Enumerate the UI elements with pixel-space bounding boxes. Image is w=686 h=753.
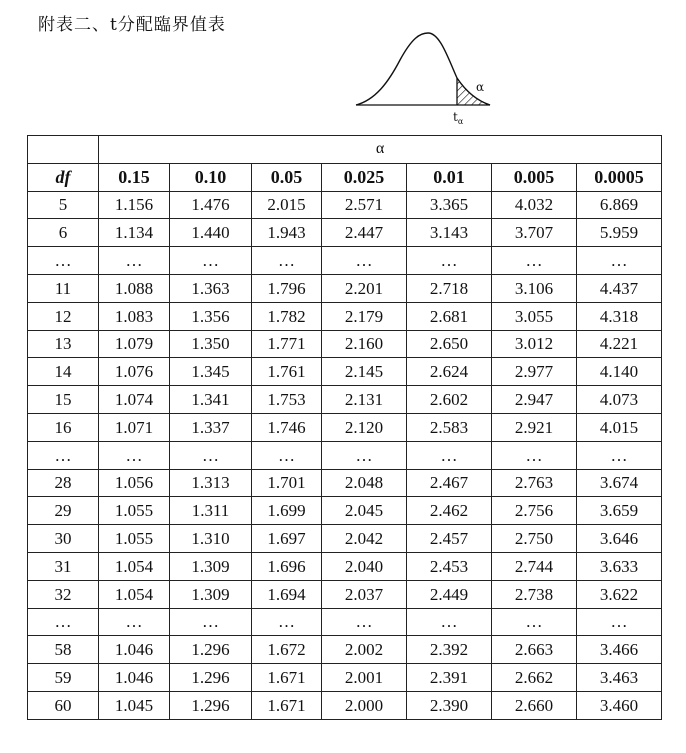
critical-value-cell: 2.145 bbox=[322, 358, 407, 386]
table-row bbox=[28, 608, 662, 636]
critical-value-cell: 2.015 bbox=[252, 191, 322, 219]
alpha-column-header: 0.005 bbox=[492, 163, 577, 191]
df-cell: 32 bbox=[28, 580, 99, 608]
critical-value-cell: 1.310 bbox=[170, 525, 252, 553]
alpha-header-row bbox=[28, 136, 662, 164]
critical-value-cell: 2.131 bbox=[322, 386, 407, 414]
critical-value-cell: … bbox=[170, 441, 252, 469]
critical-value-cell: 1.296 bbox=[170, 691, 252, 719]
critical-value-cell: 1.309 bbox=[170, 552, 252, 580]
critical-value-cell: 1.076 bbox=[99, 358, 170, 386]
table-row bbox=[28, 580, 662, 608]
critical-value-cell: 2.179 bbox=[322, 302, 407, 330]
critical-value-cell: … bbox=[577, 247, 662, 275]
critical-value-cell: 2.048 bbox=[322, 469, 407, 497]
critical-value-cell: 4.015 bbox=[577, 413, 662, 441]
critical-value-cell: 1.054 bbox=[99, 552, 170, 580]
critical-value-cell: 1.083 bbox=[99, 302, 170, 330]
critical-value-cell: … bbox=[577, 441, 662, 469]
critical-value-cell: 4.221 bbox=[577, 330, 662, 358]
critical-value-cell: 2.660 bbox=[492, 691, 577, 719]
critical-value-cell: … bbox=[99, 608, 170, 636]
critical-value-cell: 4.318 bbox=[577, 302, 662, 330]
critical-value-cell: 1.046 bbox=[99, 664, 170, 692]
critical-value-cell: 1.079 bbox=[99, 330, 170, 358]
critical-value-cell: 6.869 bbox=[577, 191, 662, 219]
critical-value-cell: 2.750 bbox=[492, 525, 577, 553]
critical-value-cell: … bbox=[407, 608, 492, 636]
critical-value-cell: 1.341 bbox=[170, 386, 252, 414]
critical-value-cell: … bbox=[492, 441, 577, 469]
critical-value-cell: … bbox=[99, 441, 170, 469]
critical-value-cell: 2.624 bbox=[407, 358, 492, 386]
critical-value-cell: … bbox=[99, 247, 170, 275]
critical-value-cell: 2.467 bbox=[407, 469, 492, 497]
critical-value-cell: 1.088 bbox=[99, 274, 170, 302]
df-cell: 13 bbox=[28, 330, 99, 358]
critical-value-cell: 1.943 bbox=[252, 219, 322, 247]
df-cell: 31 bbox=[28, 552, 99, 580]
critical-value-cell: 2.390 bbox=[407, 691, 492, 719]
critical-value-cell: 3.674 bbox=[577, 469, 662, 497]
critical-value-cell: 1.440 bbox=[170, 219, 252, 247]
critical-value-cell: 1.671 bbox=[252, 691, 322, 719]
df-cell: 28 bbox=[28, 469, 99, 497]
critical-value-cell: 3.012 bbox=[492, 330, 577, 358]
critical-value-cell: … bbox=[170, 608, 252, 636]
df-cell: 16 bbox=[28, 413, 99, 441]
critical-value-cell: 1.345 bbox=[170, 358, 252, 386]
critical-value-cell: 2.040 bbox=[322, 552, 407, 580]
table-row bbox=[28, 552, 662, 580]
critical-value-cell: 3.707 bbox=[492, 219, 577, 247]
df-cell: 11 bbox=[28, 274, 99, 302]
critical-value-cell: 2.201 bbox=[322, 274, 407, 302]
critical-value-cell: 4.437 bbox=[577, 274, 662, 302]
df-cell: 59 bbox=[28, 664, 99, 692]
critical-value-cell: 1.337 bbox=[170, 413, 252, 441]
critical-value-cell: 2.571 bbox=[322, 191, 407, 219]
critical-value-cell: … bbox=[252, 608, 322, 636]
critical-value-cell: … bbox=[492, 247, 577, 275]
critical-value-cell: 2.002 bbox=[322, 636, 407, 664]
critical-value-cell: 2.447 bbox=[322, 219, 407, 247]
critical-value-cell: 3.460 bbox=[577, 691, 662, 719]
critical-value-cell: 2.042 bbox=[322, 525, 407, 553]
df-cell: … bbox=[28, 247, 99, 275]
df-header: df bbox=[28, 163, 99, 191]
table-row bbox=[28, 191, 662, 219]
table-row bbox=[28, 413, 662, 441]
critical-value-cell: 1.054 bbox=[99, 580, 170, 608]
critical-value-cell: 1.476 bbox=[170, 191, 252, 219]
df-cell: 58 bbox=[28, 636, 99, 664]
critical-value-cell: 3.659 bbox=[577, 497, 662, 525]
critical-value-cell: … bbox=[170, 247, 252, 275]
critical-value-cell: 1.701 bbox=[252, 469, 322, 497]
critical-value-cell: 3.646 bbox=[577, 525, 662, 553]
critical-value-cell: 3.055 bbox=[492, 302, 577, 330]
table-row bbox=[28, 302, 662, 330]
critical-value-cell: 1.313 bbox=[170, 469, 252, 497]
critical-value-cell: 2.662 bbox=[492, 664, 577, 692]
critical-value-cell: 2.681 bbox=[407, 302, 492, 330]
df-cell: 30 bbox=[28, 525, 99, 553]
alpha-column-header: 0.01 bbox=[407, 163, 492, 191]
critical-value-cell: 1.309 bbox=[170, 580, 252, 608]
critical-value-cell: 2.977 bbox=[492, 358, 577, 386]
critical-value-cell: 2.001 bbox=[322, 664, 407, 692]
critical-value-cell: 1.055 bbox=[99, 497, 170, 525]
critical-value-cell: 3.463 bbox=[577, 664, 662, 692]
critical-value-cell: 1.356 bbox=[170, 302, 252, 330]
alpha-column-header: 0.15 bbox=[99, 163, 170, 191]
alpha-label: α bbox=[476, 80, 485, 94]
table-row bbox=[28, 330, 662, 358]
critical-value-cell: 3.633 bbox=[577, 552, 662, 580]
df-cell: 6 bbox=[28, 219, 99, 247]
table-row bbox=[28, 664, 662, 692]
critical-value-cell: 2.000 bbox=[322, 691, 407, 719]
critical-value-cell: 2.449 bbox=[407, 580, 492, 608]
critical-value-cell: 3.622 bbox=[577, 580, 662, 608]
table-row bbox=[28, 636, 662, 664]
critical-value-cell: 2.457 bbox=[407, 525, 492, 553]
critical-value-cell: 2.718 bbox=[407, 274, 492, 302]
critical-value-cell: 2.602 bbox=[407, 386, 492, 414]
critical-value-cell: 3.106 bbox=[492, 274, 577, 302]
df-cell: 5 bbox=[28, 191, 99, 219]
table-row bbox=[28, 691, 662, 719]
critical-value-cell: 1.311 bbox=[170, 497, 252, 525]
critical-value-cell: 5.959 bbox=[577, 219, 662, 247]
critical-value-cell: 1.296 bbox=[170, 664, 252, 692]
critical-value-cell: 1.771 bbox=[252, 330, 322, 358]
critical-value-cell: 4.032 bbox=[492, 191, 577, 219]
alpha-column-header: 0.05 bbox=[252, 163, 322, 191]
alpha-column-header: 0.025 bbox=[322, 163, 407, 191]
critical-value-cell: 1.746 bbox=[252, 413, 322, 441]
critical-value-cell: 1.056 bbox=[99, 469, 170, 497]
alpha-column-header: 0.0005 bbox=[577, 163, 662, 191]
table-row bbox=[28, 497, 662, 525]
critical-value-cell: 1.074 bbox=[99, 386, 170, 414]
table-row bbox=[28, 219, 662, 247]
critical-value-cell: 1.699 bbox=[252, 497, 322, 525]
df-cell: … bbox=[28, 441, 99, 469]
critical-value-cell: 1.753 bbox=[252, 386, 322, 414]
table-row bbox=[28, 469, 662, 497]
df-cell: 60 bbox=[28, 691, 99, 719]
critical-value-cell: 2.663 bbox=[492, 636, 577, 664]
critical-value-cell: 2.738 bbox=[492, 580, 577, 608]
table-row bbox=[28, 274, 662, 302]
critical-value-cell: 1.694 bbox=[252, 580, 322, 608]
critical-value-cell: 1.696 bbox=[252, 552, 322, 580]
table-row bbox=[28, 525, 662, 553]
critical-value-cell: … bbox=[252, 247, 322, 275]
critical-value-cell: 3.365 bbox=[407, 191, 492, 219]
critical-value-cell: … bbox=[492, 608, 577, 636]
critical-value-cell: … bbox=[322, 441, 407, 469]
critical-value-cell: 1.055 bbox=[99, 525, 170, 553]
critical-value-cell: 1.134 bbox=[99, 219, 170, 247]
t-distribution-curve-figure bbox=[350, 28, 500, 130]
critical-value-cell: 2.650 bbox=[407, 330, 492, 358]
critical-value-cell: 1.071 bbox=[99, 413, 170, 441]
critical-value-cell: 2.744 bbox=[492, 552, 577, 580]
table-row bbox=[28, 247, 662, 275]
critical-value-cell: … bbox=[407, 247, 492, 275]
df-cell: 15 bbox=[28, 386, 99, 414]
critical-value-cell: 1.782 bbox=[252, 302, 322, 330]
table-row bbox=[28, 441, 662, 469]
critical-value-cell: 2.947 bbox=[492, 386, 577, 414]
df-cell: 14 bbox=[28, 358, 99, 386]
critical-value-cell: 1.156 bbox=[99, 191, 170, 219]
critical-value-cell: 2.037 bbox=[322, 580, 407, 608]
critical-value-cell: 1.697 bbox=[252, 525, 322, 553]
critical-value-cell: 4.073 bbox=[577, 386, 662, 414]
critical-value-cell: … bbox=[252, 441, 322, 469]
critical-value-cell: 1.296 bbox=[170, 636, 252, 664]
critical-value-cell: 3.143 bbox=[407, 219, 492, 247]
critical-value-cell: 3.466 bbox=[577, 636, 662, 664]
critical-value-cell: 4.140 bbox=[577, 358, 662, 386]
critical-value-cell: 2.453 bbox=[407, 552, 492, 580]
page-title: 附表二、t分配臨界值表 bbox=[38, 15, 226, 35]
critical-value-cell: 1.350 bbox=[170, 330, 252, 358]
table-row bbox=[28, 358, 662, 386]
table-row bbox=[28, 386, 662, 414]
critical-value-cell: … bbox=[322, 247, 407, 275]
t-alpha-label: $t_\alpha$ bbox=[453, 110, 464, 126]
critical-value-cell: 2.120 bbox=[322, 413, 407, 441]
critical-value-cell: … bbox=[577, 608, 662, 636]
critical-value-cell: 2.462 bbox=[407, 497, 492, 525]
critical-value-cell: 2.391 bbox=[407, 664, 492, 692]
corner-cell bbox=[28, 136, 99, 164]
critical-value-cell: 1.761 bbox=[252, 358, 322, 386]
critical-value-cell: 1.672 bbox=[252, 636, 322, 664]
alpha-header: α bbox=[99, 136, 662, 164]
critical-value-cell: … bbox=[322, 608, 407, 636]
critical-value-cell: 2.763 bbox=[492, 469, 577, 497]
critical-value-cell: 2.583 bbox=[407, 413, 492, 441]
critical-value-cell: 1.045 bbox=[99, 691, 170, 719]
critical-value-cell: 2.392 bbox=[407, 636, 492, 664]
df-cell: … bbox=[28, 608, 99, 636]
critical-value-cell: 1.046 bbox=[99, 636, 170, 664]
critical-value-cell: 1.671 bbox=[252, 664, 322, 692]
alpha-column-header: 0.10 bbox=[170, 163, 252, 191]
critical-value-cell: 1.796 bbox=[252, 274, 322, 302]
critical-value-cell: 2.045 bbox=[322, 497, 407, 525]
critical-value-cell: 2.160 bbox=[322, 330, 407, 358]
t-critical-value-table bbox=[27, 135, 662, 720]
df-cell: 29 bbox=[28, 497, 99, 525]
critical-value-cell: 2.756 bbox=[492, 497, 577, 525]
critical-value-cell: 2.921 bbox=[492, 413, 577, 441]
column-header-row bbox=[28, 163, 662, 191]
shaded-tail-region bbox=[457, 78, 490, 105]
df-cell: 12 bbox=[28, 302, 99, 330]
critical-value-cell: 1.363 bbox=[170, 274, 252, 302]
critical-value-cell: … bbox=[407, 441, 492, 469]
